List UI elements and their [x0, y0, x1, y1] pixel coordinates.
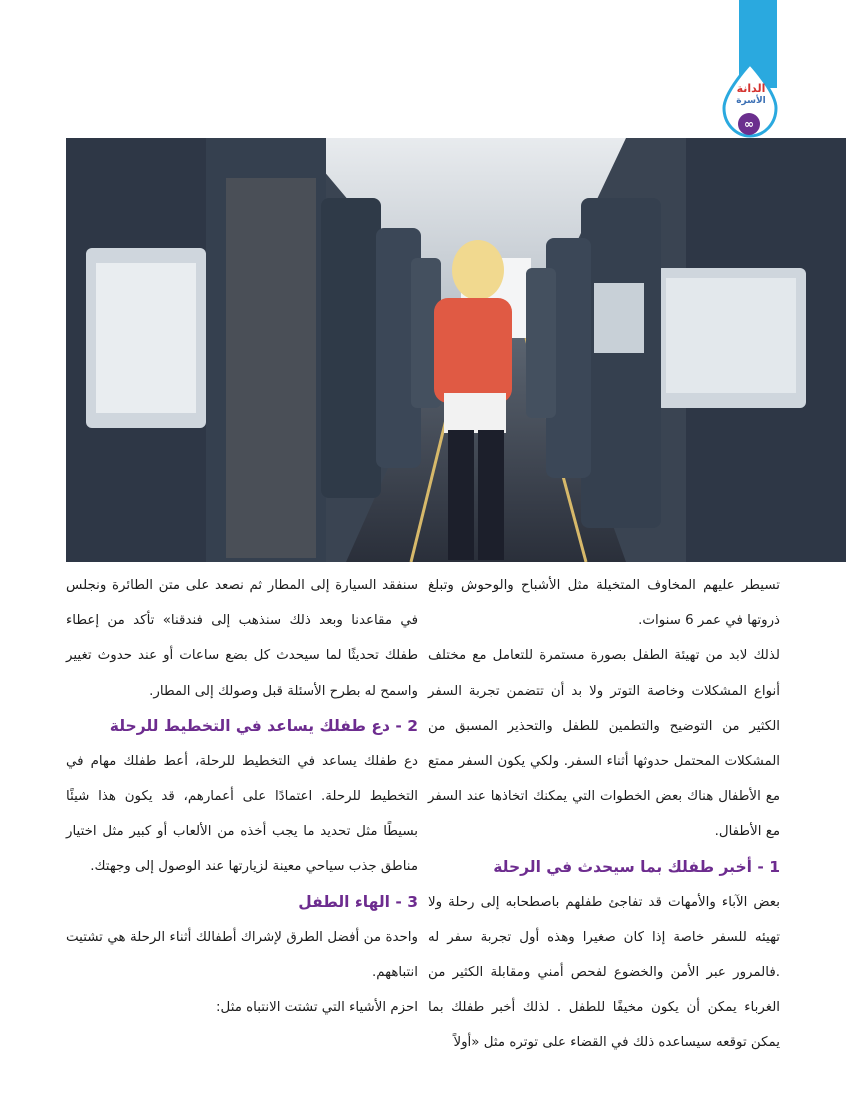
paragraph: تسيطر عليهم المخاوف المتخيلة مثل الأشباح والوحوش وتبلغ ذروتها في عمر 6 سنوات.	[428, 578, 780, 629]
paragraph: بعض الآباء والأمهات قد تفاجئ طفلهم باصطحابه إلى رحلة ولا تهيئه للسفر خاصة إذا كان صغيرا وهذه أول تجربة سفر له .فالمرور عبر الأمن والخضوع لفحص أمني ومقابلة الكثير من الغرباء يمكن أن يكون مخيفًا للطفل . لذلك أخبر طفلك بما يمكن توقعه سيساعده ذلك في القضاء على توتره مثل «أولاً	[428, 894, 780, 1051]
paragraph: احزم الأشياء التي تشتت الانتباه مثل:	[216, 1000, 418, 1016]
section-heading-3: 3 - الهاء الطفل	[298, 892, 418, 911]
paragraph: دع طفلك يساعد في التخطيط للرحلة، أعط طفلك مهام في التخطيط للرحلة. اعتمادًا على أعمارهم، قد يكون هذا شيئًا بسيطًا مثل تحديد ما يجب أخذه من الألعاب أو كبير مثل اختيار مناطق جذب سياحي معينة لزيارتها عند الوصول إلى وجهتك.	[66, 753, 418, 875]
airplane-aisle-photo	[66, 138, 846, 562]
logo-section: الأسرة	[736, 96, 766, 106]
section-heading-2: 2 - دع طفلك يساعد في التخطيط للرحلة	[109, 716, 418, 735]
section-heading-1: 1 - أخبر طفلك بما سيحدث في الرحلة	[493, 857, 780, 876]
logo-badge-icon: ∞	[738, 113, 760, 135]
paragraph: لذلك لابد من تهيئة الطفل بصورة مستمرة للتعامل مع مختلف أنواع المشكلات وخاصة التوتر ولا بد أن تتضمن تجربة السفر الكثير من التوضيح والتطمين للطفل والتحذير المسبق من المشكلات المحتمل حدوثها أثناء السفر. ولكي يكون السفر ممتع مع الأطفال هناك بعض الخطوات التي يمكنك اتخاذها عند السفر مع الأطفال.	[428, 648, 780, 840]
article-column-left	[66, 568, 418, 1025]
paragraph: واحدة من أفضل الطرق لإشراك أطفالك أثناء الرحلة هي تشتيت انتباههم.	[66, 929, 418, 980]
article-column-right	[428, 568, 780, 1061]
logo-brand: الدانة	[736, 82, 766, 95]
paragraph: سنفقد السيارة إلى المطار ثم نصعد على متن الطائرة ونجلس في مقاعدنا وبعد ذلك سنذهب إلى فندقنا» تأكد من إعطاء طفلك تحديثًا لما سيحدث كل بضع ساعات أو عند حدوث تغيير واسمح له بطرح الأسئلة قبل وصولك إلى المطار.	[66, 578, 418, 699]
airplane-aisle-illustration	[66, 138, 846, 562]
